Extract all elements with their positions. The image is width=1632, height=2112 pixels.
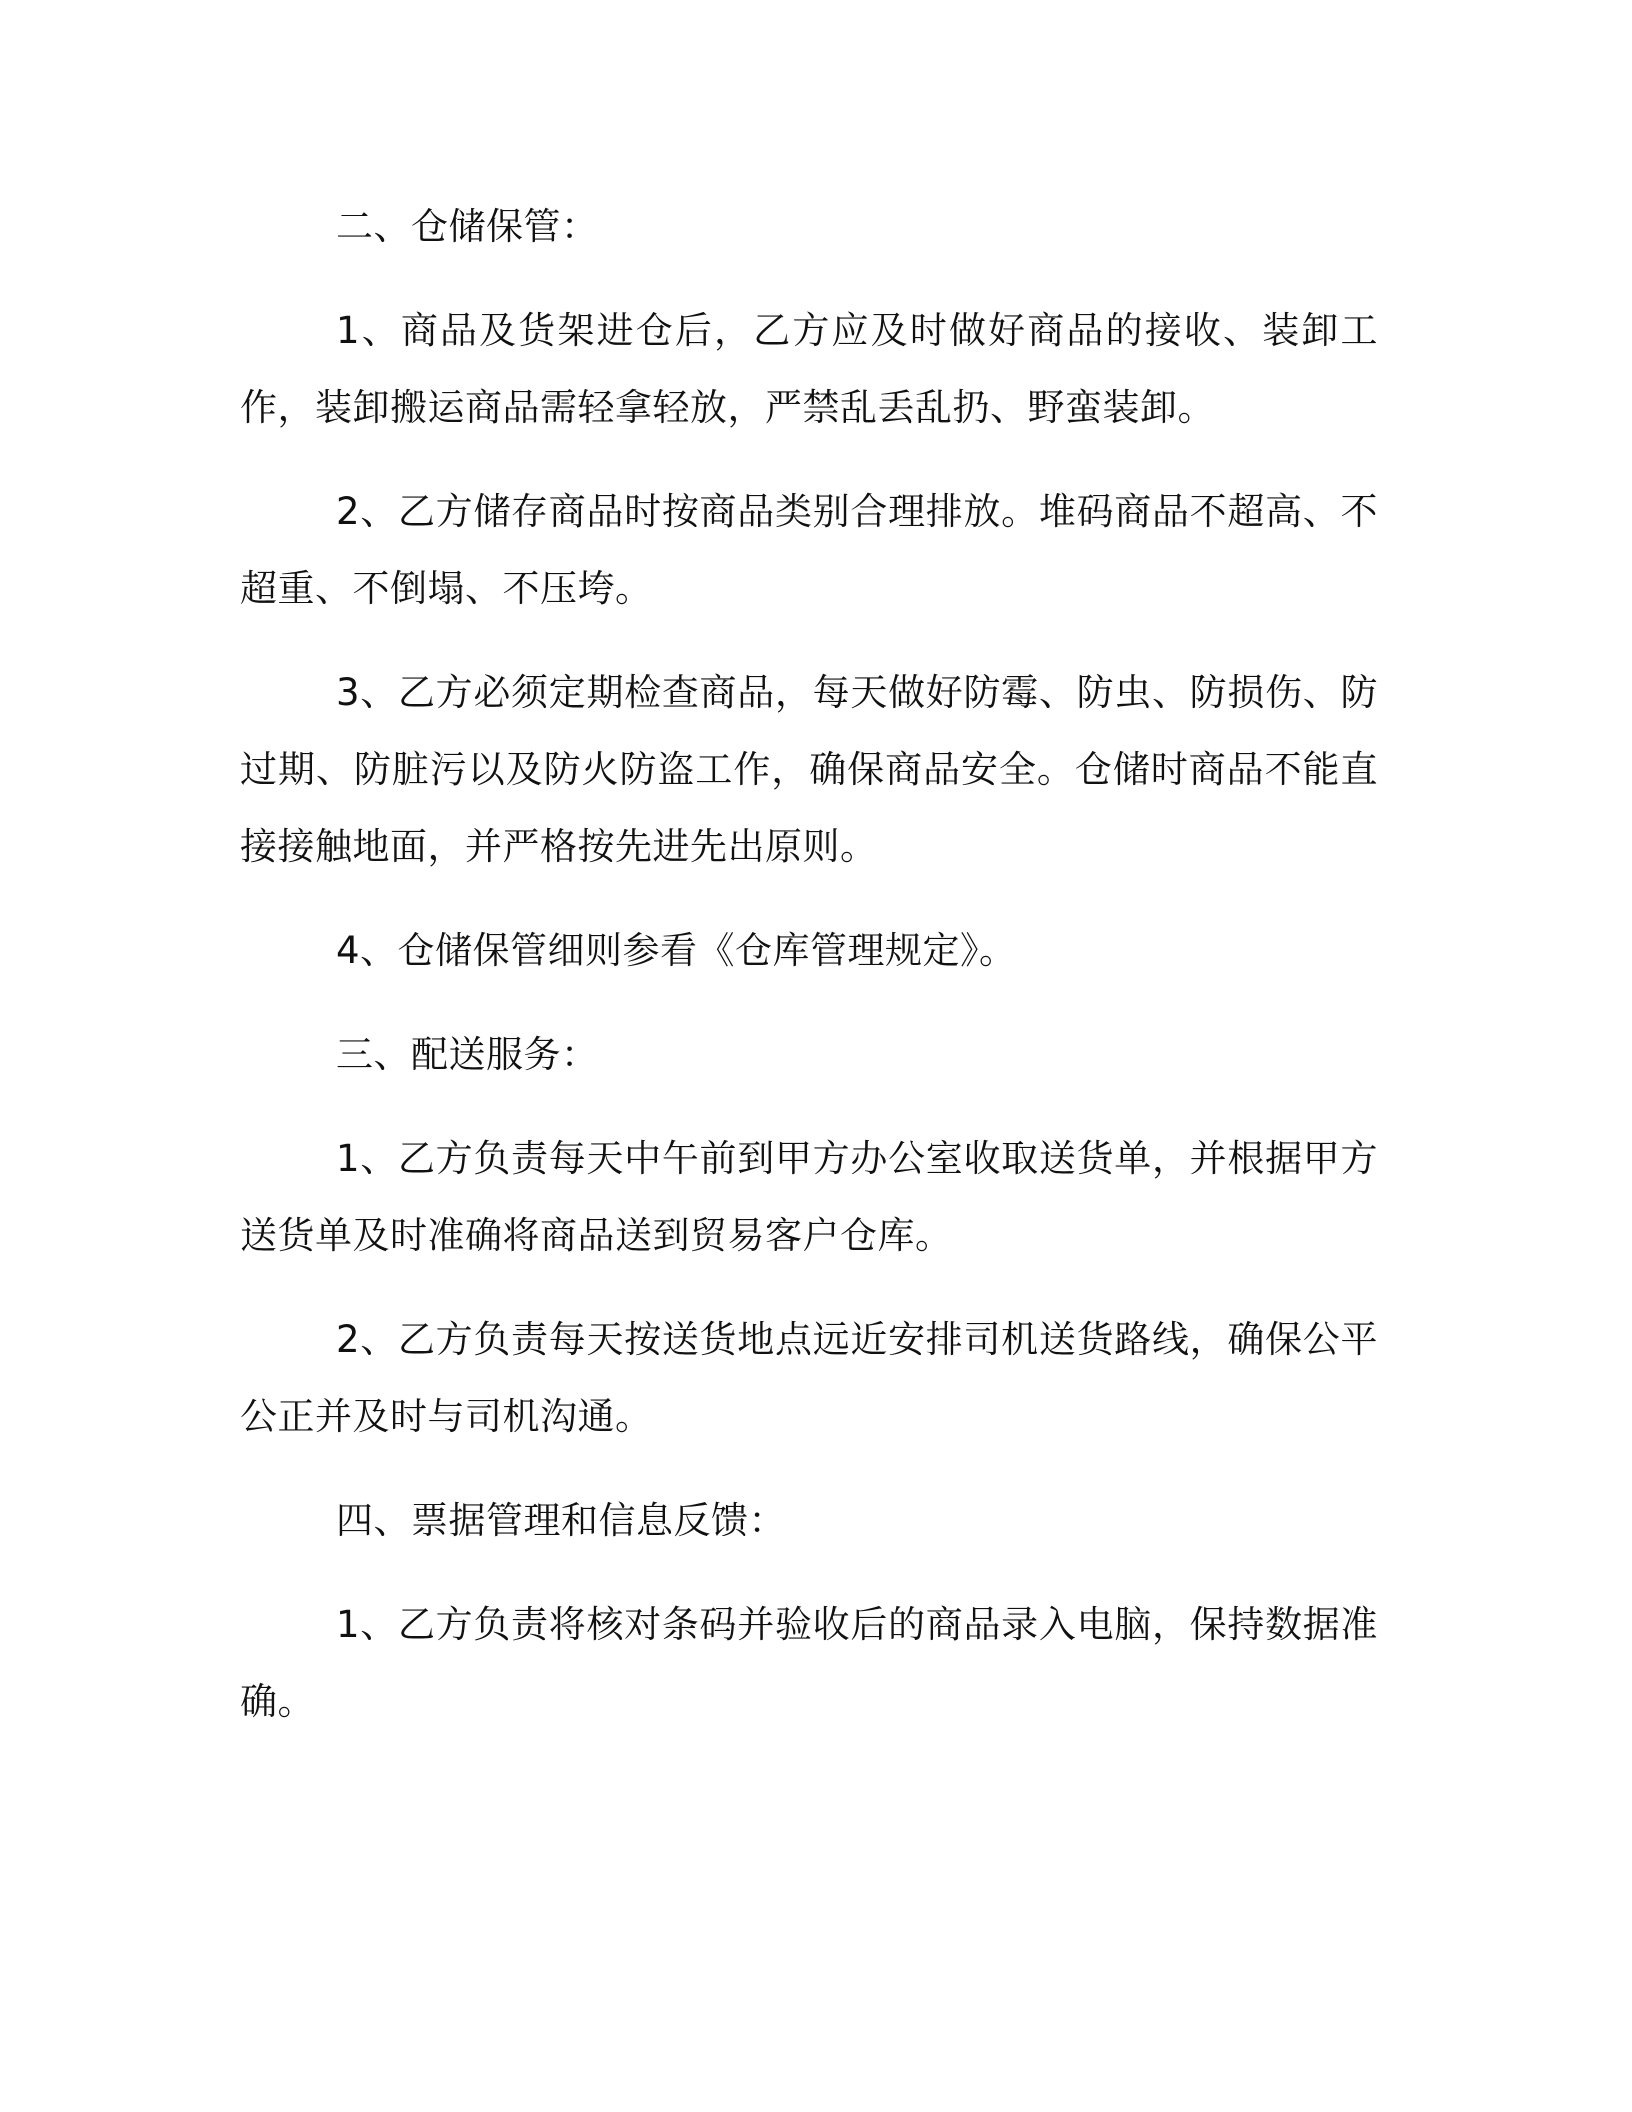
paragraph-storage-1: 1、商品及货架进仓后，乙方应及时做好商品的接收、装卸工作，装卸搬运商品需轻拿轻放，严禁乱丢乱扔、野蛮装卸。 [240, 309, 1378, 429]
paragraph-storage-2: 2、乙方储存商品时按商品类别合理排放。堆码商品不超高、不超重、不倒塌、不压垮。 [240, 490, 1378, 610]
paragraph-delivery-1: 1、乙方负责每天中午前到甲方办公室收取送货单，并根据甲方送货单及时准确将商品送到贸易客户仓库。 [240, 1137, 1378, 1257]
paragraph-storage-3: 3、乙方必须定期检查商品，每天做好防霉、防虫、防损伤、防过期、防脏污以及防火防盗工作，确保商品安全。仓储时商品不能直接接触地面，并严格按先进先出原则。 [240, 671, 1378, 868]
paragraph-documents-1: 1、乙方负责将核对条码并验收后的商品录入电脑，保持数据准确。 [240, 1603, 1378, 1723]
section-heading-storage: 二、仓储保管： [336, 205, 599, 248]
section-heading-documents: 四、票据管理和信息反馈： [336, 1499, 786, 1542]
section-heading-delivery: 三、配送服务： [336, 1033, 599, 1076]
paragraph-delivery-2: 2、乙方负责每天按送货地点远近安排司机送货路线，确保公平公正并及时与司机沟通。 [240, 1318, 1378, 1438]
paragraph-storage-4: 4、仓储保管细则参看《仓库管理规定》。 [336, 929, 1017, 972]
document-body [240, 188, 1378, 1767]
